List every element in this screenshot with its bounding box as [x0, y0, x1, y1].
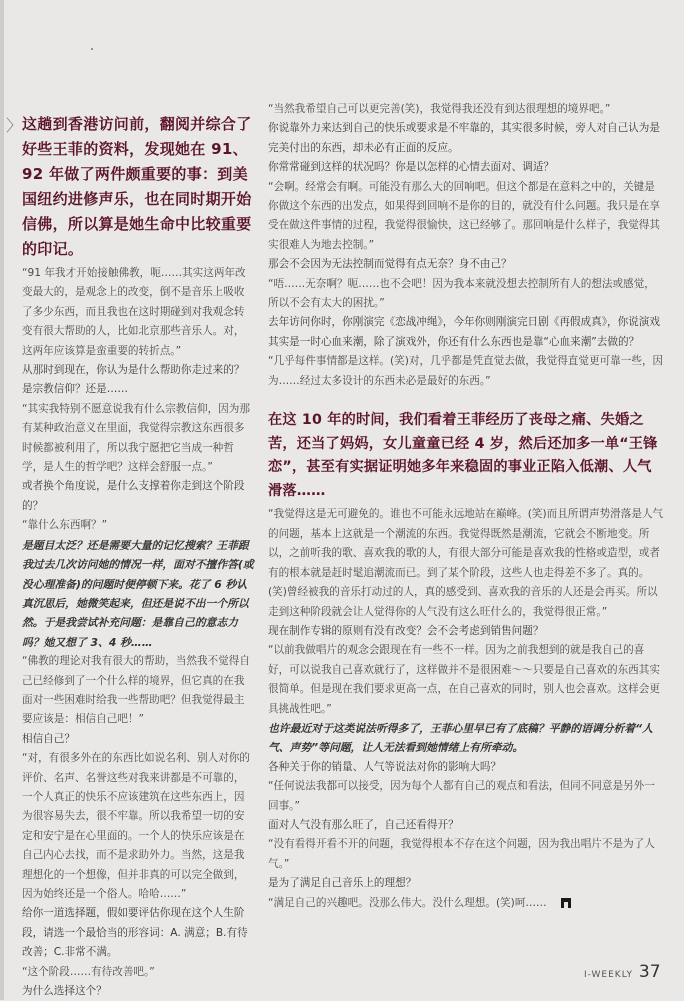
- answer-paragraph: [268, 100, 664, 119]
- question-paragraph: [268, 255, 664, 274]
- author-note-paragraph: [268, 719, 664, 758]
- paragraph-text: 或者换个角度说，是什么支撑着你走到这个阶段的？: [22, 480, 245, 512]
- right-column: [268, 100, 664, 913]
- answer-paragraph: [268, 894, 664, 913]
- paragraph-text: 那会不会因为无法控制而觉得有点无奈？身不由己？: [268, 258, 512, 271]
- answer-paragraph: [22, 963, 254, 982]
- paragraph-text: “唔……无奈啊？呃……也不会吧！因为我本来就没想去控制所有人的想法或感觉，所以不会有太大的困扰。”: [268, 277, 655, 310]
- paragraph-text: “我觉得这是无可避免的。谁也不可能永远地站在巅峰。(笑)而且所谓声势滑落是人气的问题，基本上这就是一个潮流的东西。我觉得既然是潮流，它就会不断地变。所以，之前听我的歌、喜欢我的歌的人，有很大部分可能是喜欢我的性格或造型，或者有的根本就是赶时髦追潮流而已。到了某个阶段，这些人也走得差不多了。真的。(笑)曾经被我的音乐打动过的人，真的感受到、喜欢我的音乐的人还是会再买。所以走到这种阶段就会让人觉得你的人气没有这么旺什么的，我觉得很正常。”: [268, 508, 664, 618]
- paragraph-text: “任何说法我都可以接受，因为每个人都有自己的观点和看法，但同不同意是另外一回事。”: [268, 780, 655, 812]
- paragraph-text: “靠什么东西啊？”: [22, 519, 108, 532]
- magazine-name: I-WEEKLY: [584, 970, 634, 980]
- paragraph-text: 现在制作专辑的原则有没有改变？会不会考虑到销售问题？: [268, 624, 544, 637]
- author-note-paragraph: [22, 536, 254, 652]
- paragraph-text: “这个阶段……有待改善吧。”: [22, 965, 155, 978]
- question-paragraph: [268, 119, 664, 158]
- answer-paragraph: [22, 400, 254, 478]
- paragraph-text: “几乎每件事情都是这样。(笑)对，几乎都是凭直觉去做，我觉得直觉更可靠一些，因为……经过太多设计的东西未必是最好的东西。”: [268, 355, 664, 387]
- end-of-article-icon: [561, 898, 571, 908]
- answer-paragraph: [268, 777, 664, 816]
- right-lead-paragraph: 在这 10 年的时间，我们看着王菲经历了丧母之痛、失婚之苦，还当了妈妈，女儿童童已经 4 岁，然后还加多一单“王锋恋”，甚至有实据证明她多年来稳固的事业正陷入低潮、人气滑落……: [268, 412, 658, 499]
- answer-paragraph: [22, 749, 254, 904]
- paragraph-text: “会啊。经常会有啊。可能没有那么大的回响吧。但这个都是在意料之中的，关键是你做这个东西的出发点，如果得到回响不是你的目的，就没有什么问题。我只是在享受在做这件事情的过程，我觉得很愉快，这已经够了。那回响是什么样子，我觉得其实很难人为地去控制。”: [268, 180, 660, 251]
- answer-paragraph: [268, 275, 664, 314]
- question-paragraph: [268, 313, 664, 352]
- answer-paragraph: [268, 178, 664, 256]
- paragraph-text: “91 年我才开始接触佛教，呃……其实这两年改变最大的，是观念上的改变，倒不是音乐上吸收了多少东西，而且我也在这时期碰到对我观念转变有很大帮助的人，比如北京那些音乐人。对，这两年应该算是蛮重要的转折点。”: [22, 267, 246, 357]
- paragraph-text: “当然我希望自己可以更完善(笑)，我觉得我还没有到达很理想的境界吧。”: [268, 103, 611, 115]
- right-paragraphs-bottom: [268, 505, 664, 913]
- answer-paragraph: [268, 641, 664, 719]
- answer-paragraph: [268, 505, 664, 621]
- question-paragraph: [22, 477, 254, 516]
- question-paragraph: [22, 982, 254, 1001]
- paragraph-text: 给你一道选择题，假如要评估你现在这个人生阶段，请选一个最恰当的形容词：A. 满意；B.有待改善；C.非常不满。: [22, 907, 248, 959]
- answer-paragraph: [22, 264, 254, 361]
- paragraph-text: 是题目太泛？还是需要大量的记忆搜索？王菲跟我过去几次访问她的情况一样，面对不擅作答(或没心理准备)的问题时便停顿下来。花了 6 秒认真沉思后，她微笑起来，但还是说不出一个所以然。于是我尝试补充问题：是靠自己的意志力吗？她又想了 3、4 秒……: [22, 538, 254, 649]
- page-footer: [584, 962, 661, 982]
- question-paragraph: [22, 904, 254, 962]
- answer-paragraph: [268, 352, 664, 391]
- answer-paragraph: [268, 835, 664, 874]
- paragraph-text: 去年访问你时，你刚演完《恋战冲绳》，今年你则刚演完日剧《再假成真》，你说演戏其实是一时心血来潮，除了演戏外，你还有什么东西也是靠“心血来潮”去做的？: [268, 316, 660, 348]
- paragraph-text: 是为了满足自己音乐上的理想？: [268, 877, 417, 890]
- paragraph-text: 从那时到现在，你认为是什么帮助你走过来的？是宗教信仰？还是……: [22, 364, 245, 396]
- left-lead-paragraph: 这趟到香港访问前，翻阅并综合了好些王菲的资料，发现她在 91、92 年做了两件颇重要的事：到美国纽约进修声乐，也在同时期开始信佛，所以算是她生命中比较重要的印记。: [22, 115, 252, 258]
- paragraph-text: 也许最近对于这类说法听得多了，王菲心里早已有了底稿？平静的语调分析着“人气、声势”等问题，让人无法看到她情绪上有所牵动。: [268, 721, 653, 755]
- paragraph-text: 各种关于你的销量、人气等说法对你的影响大吗？: [268, 760, 502, 773]
- left-column: [22, 112, 254, 1001]
- question-paragraph: [22, 361, 254, 400]
- question-paragraph: [268, 758, 664, 777]
- question-paragraph: [268, 816, 664, 835]
- right-paragraphs-top: [268, 100, 664, 391]
- paragraph-text: 面对人气没有那么旺了，自己还看得开？: [268, 818, 459, 831]
- question-paragraph: [268, 874, 664, 893]
- answer-paragraph: [22, 652, 254, 730]
- paragraph-text: “没有看得开看不开的问题，我觉得根本不存在这个问题，因为我出唱片不是为了人气。”: [268, 838, 655, 870]
- paragraph-text: 你常常碰到这样的状况吗？你是以怎样的心情去面对、调适？: [268, 161, 555, 174]
- paragraph-text: 相信自己？: [22, 732, 75, 745]
- page-number: 37: [638, 962, 661, 982]
- paragraph-text: “满足自己的兴趣吧。没那么伟大。没什么理想。(笑)呵……: [268, 896, 547, 909]
- paragraph-text: “其实我特别不愿意说我有什么宗教信仰，因为那有某种政治意义在里面，我觉得宗教这东西很多时候都被利用了，所以我宁愿把它当成一种哲学，是人生的哲学吧？这样会舒服一点。”: [22, 402, 250, 474]
- paragraph-text: 你说靠外力来达到自己的快乐或要求是不牢靠的，其实很多时候，旁人对自己认为是完美付出的东西，却未必有正面的反应。: [268, 122, 660, 154]
- question-paragraph: [268, 158, 664, 177]
- paragraph-text: “对，有很多外在的东西比如说名利、别人对你的评价、名声、名誉这些对我来讲都是不可靠的，一个人真正的快乐不应该建筑在这些东西上，因为很容易失去，很不牢靠。所以我希望一切的安定和安宁是在心里面的。一个人的快乐应该是在自己内心去找，而不是求助外力。当然，这是我理想化的一个想像，但并非真的可以完全做到，因为始终还是一个俗人。哈哈……”: [22, 752, 250, 900]
- paragraph-text: 为什么选择这个？: [22, 985, 107, 998]
- question-paragraph: [22, 730, 254, 749]
- print-speck: [91, 48, 93, 50]
- page-spine-shadow: [0, 0, 4, 1000]
- question-paragraph: [268, 622, 664, 641]
- section-marker-icon: 〉: [6, 116, 23, 135]
- left-paragraphs: [22, 264, 254, 1001]
- paragraph-text: “以前我做唱片的观念会跟现在有一些不一样。因为之前我想到的就是我自己的喜好，可以说我自己喜欢就行了，这样做并不是很困难～～只要是自己喜欢的东西其实很简单。但是现在我们要求更高一点，在自己喜欢的同时，别人也会喜欢。这样会更具挑战性吧。”: [268, 644, 660, 715]
- answer-paragraph: [22, 516, 254, 535]
- paragraph-text: “佛教的理论对我有很大的帮助，当然我不觉得自己已经修到了一个什么样的境界，但它真的在我面对一些困难时给我一些帮助吧？但我觉得最主要应该是：相信自己吧！”: [22, 655, 250, 726]
